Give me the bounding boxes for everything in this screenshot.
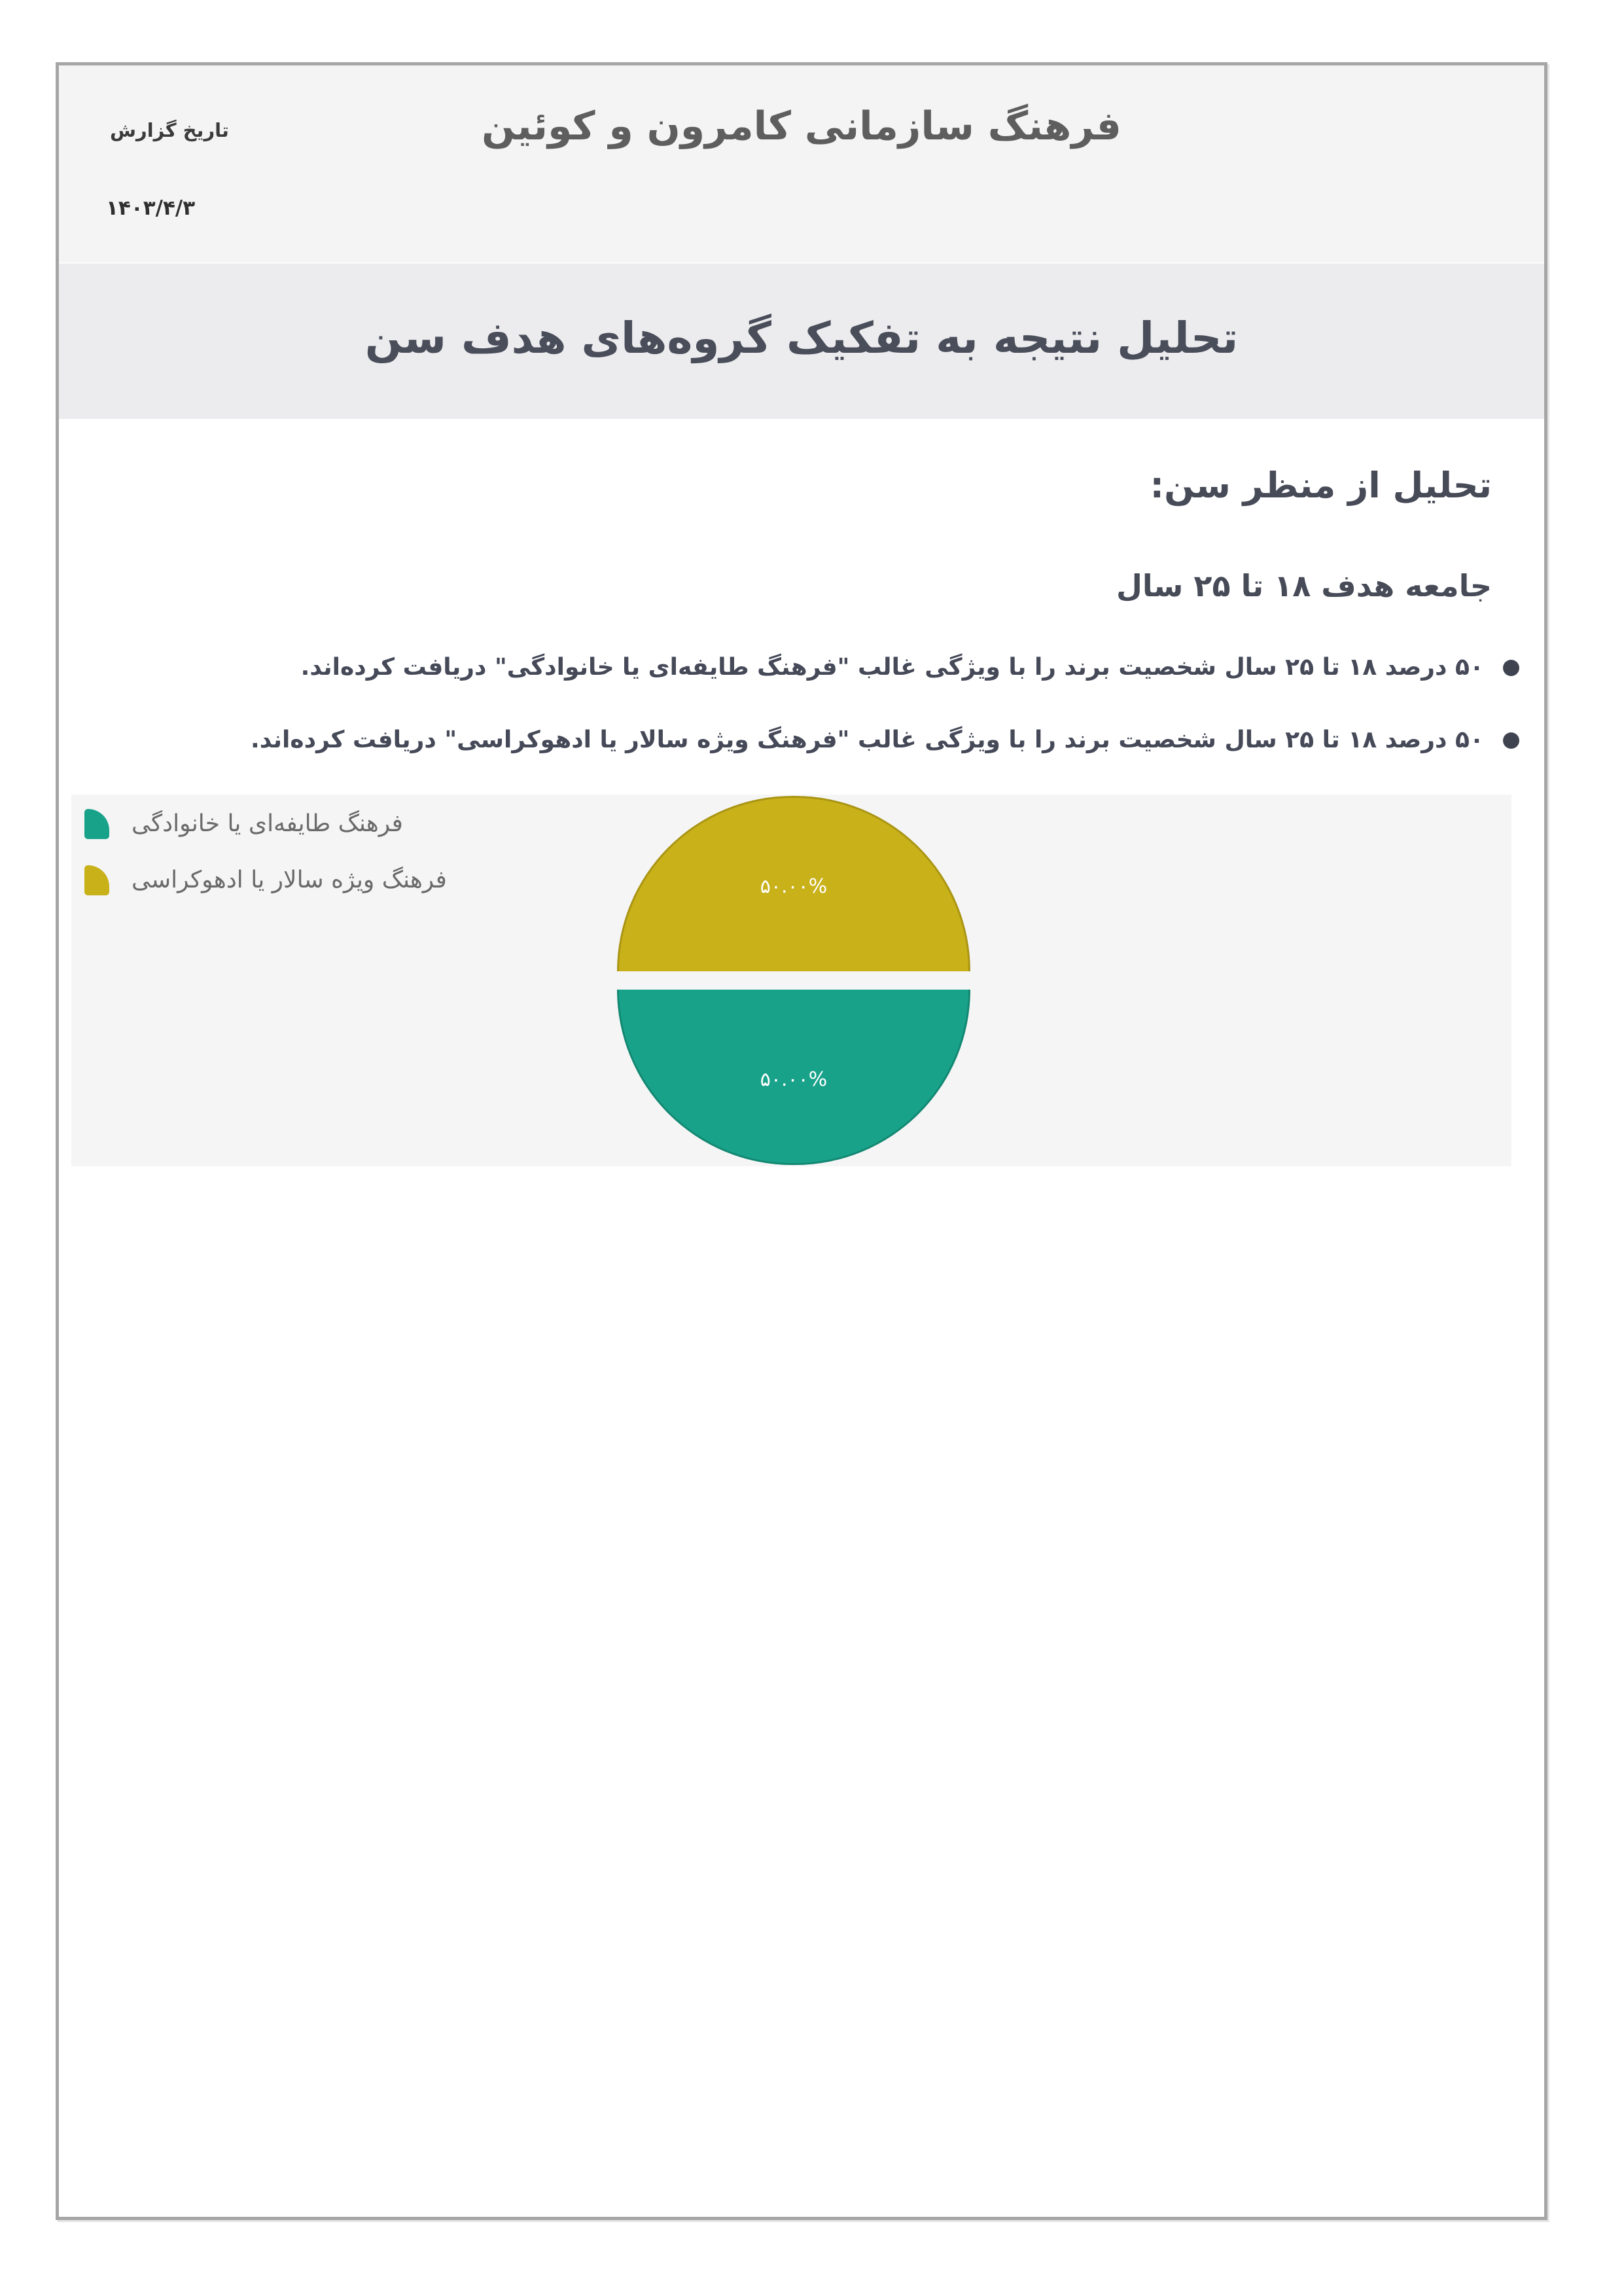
- pie-slice-adhocracy: [617, 796, 970, 971]
- target-group-subheading: جامعه هدف ۱۸ تا ۲۵ سال: [1116, 568, 1492, 603]
- finding-text: ۵۰ درصد ۱۸ تا ۲۵ سال شخصیت برند را با ویژگی غالب "فرهنگ ویژه سالار یا ادهوکراسی" دریافت کرده‌اند.: [251, 726, 1484, 753]
- legend-item-clan-culture: [84, 809, 447, 839]
- report-date-label: تاریخ گزارش: [110, 119, 229, 141]
- report-page: [56, 62, 1547, 2220]
- pie-slice-value-label: ۵۰.۰۰%: [760, 1067, 828, 1091]
- chart-legend: [84, 809, 447, 895]
- bullet-dot: [1503, 660, 1519, 676]
- legend-item-adhocracy-culture: [84, 865, 447, 895]
- pie-slice-value-label: ۵۰.۰۰%: [760, 874, 828, 898]
- pie-chart: [617, 796, 970, 1165]
- section-banner: [59, 262, 1544, 419]
- report-title: فرهنگ سازمانی کامرون و کوئین: [482, 103, 1121, 149]
- list-item: [59, 722, 1525, 759]
- list-item: [59, 649, 1525, 686]
- banner-title: تحلیل نتیجه به تفکیک گروه‌های هدف سن: [364, 313, 1239, 363]
- legend-label: فرهنگ ویژه سالار یا ادهوکراسی: [132, 867, 447, 894]
- finding-text: ۵۰ درصد ۱۸ تا ۲۵ سال شخصیت برند را با ویژگی غالب "فرهنگ طایفه‌ای یا خانوادگی" دریافت کرده‌اند.: [300, 654, 1484, 681]
- pie-slice-clan: [617, 990, 970, 1165]
- legend-label: فرهنگ طایفه‌ای یا خانوادگی: [132, 810, 403, 838]
- legend-swatch-yellow-icon: [84, 865, 109, 895]
- findings-list: [59, 649, 1525, 759]
- legend-swatch-teal-icon: [84, 809, 109, 839]
- report-header: [59, 65, 1544, 262]
- report-content: [59, 465, 1544, 1166]
- bullet-dot: [1503, 732, 1519, 749]
- report-date-value: ۱۴۰۳/۴/۳: [106, 196, 196, 220]
- age-analysis-heading: تحلیل از منظر سن:: [1150, 465, 1492, 506]
- pie-chart-card: [71, 795, 1511, 1166]
